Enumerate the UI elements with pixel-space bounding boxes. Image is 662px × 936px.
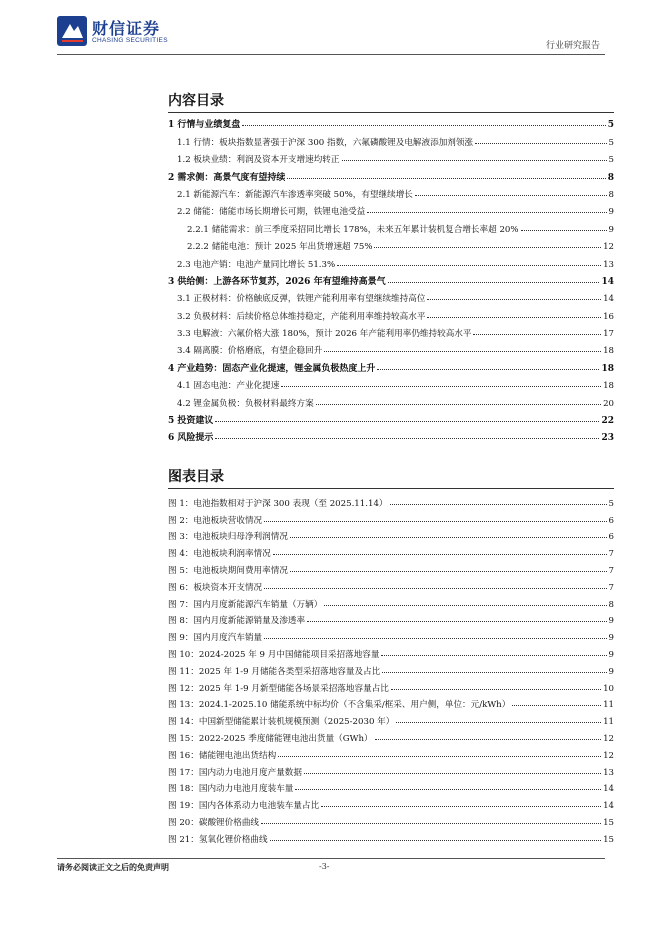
entry-label: 图 2：电池板块营收情况 xyxy=(168,515,263,526)
entry-page-number: 13 xyxy=(603,767,614,778)
entry-label: 图 3：电池板块归母净利润情况 xyxy=(168,532,288,543)
table-of-contents xyxy=(168,112,614,443)
entry-label: 图 6：板块资本开支情况 xyxy=(168,582,263,593)
toc-entry[interactable] xyxy=(168,200,614,217)
dot-leader xyxy=(367,212,606,213)
entry-label: 3.3 电解液：六氟价格大涨 180%，预计 2026 年产能利用率仍维持较高水平 xyxy=(177,329,472,340)
dot-leader xyxy=(521,230,607,231)
entry-label: 图 9：国内月度汽车销量 xyxy=(168,633,263,644)
entry-label: 2.2.1 储能需求：前三季度采招同比增长 178%，未来五年累计装机复合增长率超 20% xyxy=(187,224,519,235)
figure-entry[interactable] xyxy=(168,660,614,677)
company-logo xyxy=(57,16,197,48)
dot-leader xyxy=(290,537,607,538)
dot-leader xyxy=(287,178,605,179)
toc-entry[interactable] xyxy=(168,252,614,269)
entry-page-number: 8 xyxy=(608,599,614,610)
toc-entry[interactable] xyxy=(168,235,614,252)
entry-page-number: 20 xyxy=(603,398,614,409)
entry-page-number: 5 xyxy=(608,498,614,509)
figure-entry[interactable] xyxy=(168,509,614,526)
logo-mark-icon xyxy=(57,16,87,46)
entry-page-number: 9 xyxy=(608,633,614,644)
dot-leader xyxy=(264,588,606,589)
dot-leader xyxy=(475,143,606,144)
toc-entry[interactable] xyxy=(168,374,614,391)
entry-label: 4.2 锂金属负极：负极材料最终方案 xyxy=(177,398,314,409)
entry-page-number: 12 xyxy=(603,750,614,761)
entry-page-number: 11 xyxy=(603,700,614,711)
figure-entry[interactable] xyxy=(168,492,614,509)
figure-list-divider xyxy=(168,488,614,489)
dot-leader xyxy=(415,195,607,196)
document-type: 行业研究报告 xyxy=(545,41,600,51)
toc-entry[interactable] xyxy=(168,165,614,182)
dot-leader xyxy=(307,621,606,622)
footer-divider xyxy=(57,858,605,859)
entry-label: 图 15：2022-2025 季度储能锂电池出货量（GWh） xyxy=(168,733,373,744)
entry-label: 1 行情与业绩复盘 xyxy=(168,120,241,131)
entry-label: 图 13：2024.1-2025.10 储能系统中标均价（不含集采/框采、用户侧，单位：元/kWh） xyxy=(168,700,511,711)
toc-entry[interactable] xyxy=(168,130,614,147)
entry-label: 2.2.2 储能电池：预计 2025 年出货增速超 75% xyxy=(187,242,373,253)
entry-page-number: 14 xyxy=(603,294,614,305)
entry-label: 3.1 正极材料：价格触底反弹，铁锂产能利用率有望继续维持高位 xyxy=(177,294,426,305)
entry-page-number: 5 xyxy=(608,155,614,166)
entry-label: 图 7：国内月度新能源汽车销量（万辆） xyxy=(168,599,323,610)
entry-page-number: 10 xyxy=(603,683,614,694)
figure-entry[interactable] xyxy=(168,744,614,761)
entry-label: 图 18：国内动力电池月度装车量 xyxy=(168,784,294,795)
entry-label: 6 风险提示 xyxy=(168,433,214,444)
entry-label: 图 1：电池指数相对于沪深 300 表现（至 2025.11.14） xyxy=(168,498,388,509)
page-header xyxy=(0,0,662,58)
toc-entry[interactable] xyxy=(168,391,614,408)
entry-page-number: 23 xyxy=(601,433,614,444)
entry-page-number: 17 xyxy=(603,329,614,340)
entry-label: 5 投资建议 xyxy=(168,416,214,427)
header-divider xyxy=(57,54,605,55)
entry-label: 图 14：中国新型储能累计装机规模预测（2025-2030 年） xyxy=(168,717,395,728)
entry-page-number: 8 xyxy=(608,189,614,200)
dot-leader xyxy=(382,672,606,673)
entry-label: 3.2 负极材料：后续价格总体维持稳定，产能利用率维持较高水平 xyxy=(177,311,426,322)
entry-page-number: 15 xyxy=(603,817,614,828)
dot-leader xyxy=(377,369,599,370)
entry-page-number: 9 xyxy=(608,207,614,218)
entry-page-number: 7 xyxy=(608,549,614,560)
dot-leader xyxy=(316,404,601,405)
entry-page-number: 15 xyxy=(603,834,614,845)
figure-entry[interactable] xyxy=(168,710,614,727)
dot-leader xyxy=(264,521,606,522)
dot-leader xyxy=(264,638,606,639)
entry-label: 2.3 电池产销：电池产量同比增长 51.3% xyxy=(177,259,336,270)
figure-entry[interactable] xyxy=(168,794,614,811)
entry-page-number: 14 xyxy=(603,784,614,795)
dot-leader xyxy=(290,571,607,572)
figure-entry[interactable] xyxy=(168,811,614,828)
toc-title: 内容目录 xyxy=(168,93,224,109)
entry-label: 图 16：储能锂电池出货结构 xyxy=(168,750,277,761)
dot-leader xyxy=(324,351,601,352)
page-number: -3- xyxy=(319,862,330,871)
entry-page-number: 13 xyxy=(603,259,614,270)
toc-entry[interactable] xyxy=(168,113,614,130)
toc-entry[interactable] xyxy=(168,339,614,356)
dot-leader xyxy=(390,504,607,505)
dot-leader xyxy=(396,722,601,723)
figure-entry[interactable] xyxy=(168,542,614,559)
dot-leader xyxy=(304,773,601,774)
dot-leader xyxy=(242,125,605,126)
toc-entry[interactable] xyxy=(168,287,614,304)
entry-label: 图 17：国内动力电池月度产量数据 xyxy=(168,767,302,778)
dot-leader xyxy=(324,605,606,606)
entry-page-number: 22 xyxy=(601,416,614,427)
dot-leader xyxy=(381,655,606,656)
dot-leader xyxy=(278,756,601,757)
footer-disclaimer: 请务必阅读正文之后的免责声明 xyxy=(57,862,169,872)
dot-leader xyxy=(342,160,607,161)
figure-entry[interactable] xyxy=(168,694,614,711)
figure-entry[interactable] xyxy=(168,727,614,744)
entry-page-number: 5 xyxy=(607,120,614,131)
entry-page-number: 18 xyxy=(601,363,614,374)
dot-leader xyxy=(273,554,607,555)
entry-page-number: 7 xyxy=(608,565,614,576)
dot-leader xyxy=(512,705,601,706)
figure-entry[interactable] xyxy=(168,626,614,643)
entry-page-number: 6 xyxy=(608,532,614,543)
entry-label: 图 20：碳酸锂价格曲线 xyxy=(168,817,260,828)
dot-leader xyxy=(215,421,599,422)
dot-leader xyxy=(427,317,601,318)
entry-label: 1.2 板块业绩：利润及资本开支增速均转正 xyxy=(177,155,340,166)
entry-page-number: 7 xyxy=(608,582,614,593)
entry-label: 图 5：电池板块期间费用率情况 xyxy=(168,565,288,576)
entry-label: 4.1 固态电池：产业化提速 xyxy=(177,381,280,392)
dot-leader xyxy=(337,265,601,266)
dot-leader xyxy=(473,334,601,335)
entry-page-number: 18 xyxy=(603,346,614,357)
entry-label: 3.4 隔离膜：价格磨底，有望企稳回升 xyxy=(177,346,323,357)
entry-page-number: 14 xyxy=(601,276,614,287)
logo-english-text: CHASING SECURITIES xyxy=(92,37,168,44)
entry-label: 2.1 新能源汽车：新能源汽车渗透率突破 50%，有望继续增长 xyxy=(177,189,413,200)
toc-entry[interactable] xyxy=(168,356,614,373)
figure-entry[interactable] xyxy=(168,828,614,845)
dot-leader xyxy=(215,438,599,439)
entry-label: 图 11：2025 年 1-9 月储能各类型采招落地容量及占比 xyxy=(168,666,381,677)
figure-entry[interactable] xyxy=(168,593,614,610)
figure-entry[interactable] xyxy=(168,643,614,660)
entry-page-number: 12 xyxy=(603,242,614,253)
entry-page-number: 9 xyxy=(608,666,614,677)
entry-label: 1.1 行情：板块指数显著强于沪深 300 指数，六氟磷酸锂及电解液添加剂领涨 xyxy=(177,137,474,148)
figure-list xyxy=(168,492,614,845)
toc-entry[interactable] xyxy=(168,322,614,339)
logo-chinese-text: 财信证券 xyxy=(92,19,161,38)
entry-label: 2 需求侧：高景气度有望持续 xyxy=(168,172,286,183)
entry-label: 2.2 储能：储能市场长期增长可期，铁锂电池受益 xyxy=(177,207,366,218)
toc-entry[interactable] xyxy=(168,148,614,165)
entry-label: 图 21：氢氧化锂价格曲线 xyxy=(168,834,268,845)
dot-leader xyxy=(261,823,601,824)
figure-entry[interactable] xyxy=(168,576,614,593)
entry-label: 4 产业趋势：固态产业化提速，锂金属负极热度上升 xyxy=(168,363,376,374)
figure-entry[interactable] xyxy=(168,677,614,694)
dot-leader xyxy=(427,299,601,300)
toc-entry[interactable] xyxy=(168,183,614,200)
entry-page-number: 9 xyxy=(608,224,614,235)
entry-page-number: 8 xyxy=(607,172,614,183)
figure-entry[interactable] xyxy=(168,559,614,576)
toc-entry[interactable] xyxy=(168,409,614,426)
toc-entry[interactable] xyxy=(168,304,614,321)
entry-label: 图 4：电池板块利润率情况 xyxy=(168,549,271,560)
figure-list-title: 图表目录 xyxy=(168,469,224,485)
dot-leader xyxy=(374,247,601,248)
entry-page-number: 11 xyxy=(603,717,614,728)
entry-page-number: 5 xyxy=(608,137,614,148)
dot-leader xyxy=(388,282,600,283)
figure-entry[interactable] xyxy=(168,761,614,778)
entry-page-number: 14 xyxy=(603,801,614,812)
dot-leader xyxy=(281,386,601,387)
entry-page-number: 9 xyxy=(608,616,614,627)
dot-leader xyxy=(321,806,601,807)
entry-page-number: 6 xyxy=(608,515,614,526)
toc-entry[interactable] xyxy=(168,270,614,287)
entry-label: 图 10：2024-2025 年 9 月中国储能项目采招落地容量 xyxy=(168,649,380,660)
figure-entry[interactable] xyxy=(168,526,614,543)
dot-leader xyxy=(375,739,601,740)
entry-page-number: 18 xyxy=(603,381,614,392)
entry-label: 图 19：国内各体系动力电池装车量占比 xyxy=(168,801,320,812)
dot-leader xyxy=(391,689,601,690)
toc-entry[interactable] xyxy=(168,426,614,443)
dot-leader xyxy=(270,840,601,841)
figure-entry[interactable] xyxy=(168,778,614,795)
entry-label: 图 8：国内月度新能源销量及渗透率 xyxy=(168,616,306,627)
entry-page-number: 16 xyxy=(603,311,614,322)
entry-label: 图 12：2025 年 1-9 月新型储能各场景采招落地容量占比 xyxy=(168,683,389,694)
toc-entry[interactable] xyxy=(168,217,614,234)
dot-leader xyxy=(295,789,601,790)
entry-page-number: 9 xyxy=(608,649,614,660)
entry-label: 3 供给侧：上游各环节复苏，2026 年有望维持高景气 xyxy=(168,276,386,287)
figure-entry[interactable] xyxy=(168,610,614,627)
entry-page-number: 12 xyxy=(603,733,614,744)
